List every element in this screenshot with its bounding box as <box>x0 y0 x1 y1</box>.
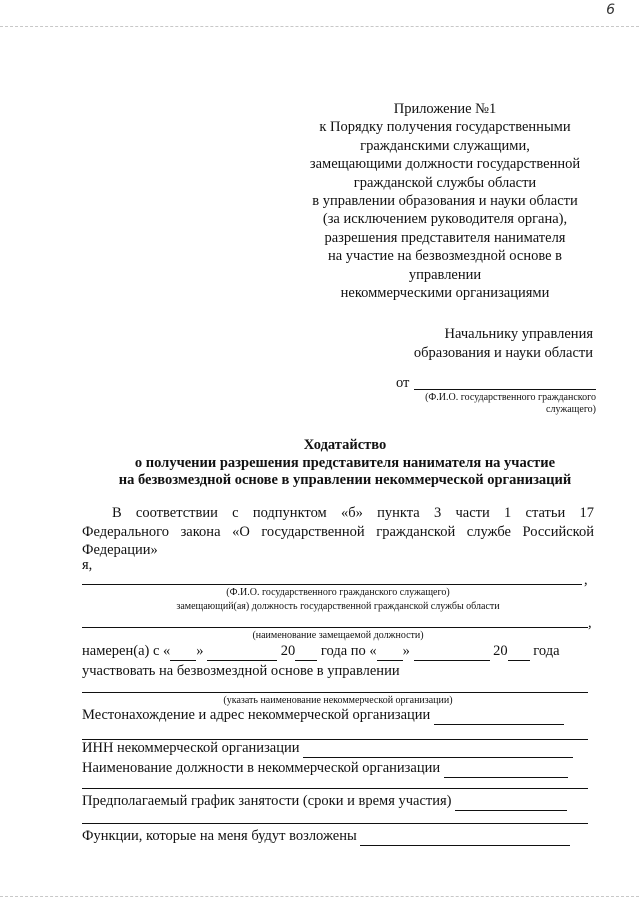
appendix-line: в управлении образования и науки области <box>312 193 578 210</box>
inn-field[interactable] <box>303 740 573 758</box>
fio-comma: , <box>584 572 588 588</box>
dates-row <box>82 643 560 661</box>
intro-paragraph <box>82 504 594 560</box>
end-month-field[interactable] <box>414 643 490 661</box>
appendix-line: управлении <box>408 266 482 283</box>
functions-row <box>82 828 570 846</box>
appendix-line: некоммерческими организациями <box>340 285 550 302</box>
document-title <box>80 437 610 490</box>
year-until: года по « <box>320 643 377 659</box>
end-day-field[interactable] <box>377 643 403 661</box>
org-name-field[interactable] <box>82 692 588 693</box>
start-year-field[interactable] <box>295 643 317 661</box>
position-in-org-field-2[interactable] <box>82 788 588 789</box>
participate-text: участвовать на безвозмездной основе в управлении <box>82 663 400 679</box>
position-comma: , <box>588 615 592 631</box>
addressee-line-1: Начальнику управления <box>444 326 593 342</box>
ya-label: я, <box>82 557 93 573</box>
scan-top-edge <box>0 26 639 28</box>
location-label: Местонахождение и адрес некоммерческой организации <box>82 707 431 723</box>
fio-caption: (Ф.И.О. государственного гражданского служащего) <box>226 587 450 598</box>
appendix-line: гражданской службы области <box>353 174 537 191</box>
appendix-line: замещающими должности государственной <box>309 156 581 173</box>
paragraph-row-2: Федерального закона «О государственной гражданской службе Российской <box>82 523 594 540</box>
quote-close: » <box>196 643 204 659</box>
position-in-org-row <box>82 760 568 778</box>
position-in-org-field[interactable] <box>444 760 568 778</box>
scan-bottom-edge <box>0 896 639 898</box>
addressee <box>414 325 593 363</box>
position-in-org-label: Наименование должности в некоммерческой организации <box>82 760 441 776</box>
title-line-2: о получении разрешения представителя нанимателя на участие <box>134 454 556 471</box>
from-prefix: от <box>396 375 410 391</box>
fio-field[interactable] <box>82 584 582 585</box>
title-line-3: на безвозмездной основе в управлении некоммерческой организаций <box>118 472 572 488</box>
appendix-line: Приложение №1 <box>393 101 497 117</box>
title-line-1: Ходатайство <box>303 437 387 453</box>
paragraph-row-1: В соответствии с подпунктом «б» пункта 3 части 1 статьи 17 <box>112 505 594 521</box>
position-holder-caption: замещающий(ая) должность государственной гражданской службы области <box>176 601 500 612</box>
position-name-caption: (наименование замещаемой должности) <box>252 630 424 641</box>
start-month-field[interactable] <box>207 643 277 661</box>
from-caption-line-2: служащего) <box>546 404 596 415</box>
quote-close-2: » <box>402 643 410 659</box>
from-caption <box>396 392 596 416</box>
schedule-field[interactable] <box>455 793 567 811</box>
appendix-header <box>290 100 600 302</box>
inn-label: ИНН некоммерческой организации <box>82 740 300 756</box>
addressee-line-2: образования и науки области <box>413 345 593 361</box>
appendix-line: на участие на безвозмездной основе в <box>327 248 562 265</box>
from-name-field[interactable] <box>414 389 596 390</box>
start-day-field[interactable] <box>170 643 196 661</box>
appendix-line: к Порядку получения государственными <box>319 119 571 136</box>
page-number: 6 <box>606 2 615 18</box>
inn-row <box>82 740 573 758</box>
functions-label: Функции, которые на меня будут возложены <box>82 828 357 844</box>
org-caption: (указать наименование некоммерческой организации) <box>223 695 453 706</box>
schedule-row <box>82 793 567 811</box>
year-prefix-2: 20 <box>493 643 508 659</box>
location-field[interactable] <box>434 707 564 725</box>
appendix-line: (за исключением руководителя органа), <box>322 211 568 228</box>
from-caption-line-1: (Ф.И.О. государственного гражданского <box>425 392 596 403</box>
schedule-field-2[interactable] <box>82 823 588 824</box>
intent-prefix: намерен(а) с « <box>82 643 171 659</box>
year-prefix: 20 <box>280 643 296 659</box>
appendix-line: разрешения представителя нанимателя <box>324 229 566 246</box>
appendix-line: гражданскими служащими, <box>360 137 530 154</box>
position-field[interactable] <box>82 627 588 628</box>
schedule-label: Предполагаемый график занятости (сроки и время участия) <box>82 793 452 809</box>
paragraph-row-3: Федерации» <box>82 542 158 558</box>
end-year-field[interactable] <box>508 643 530 661</box>
functions-field[interactable] <box>360 828 570 846</box>
year-suffix: года <box>533 643 560 659</box>
location-row <box>82 707 564 725</box>
